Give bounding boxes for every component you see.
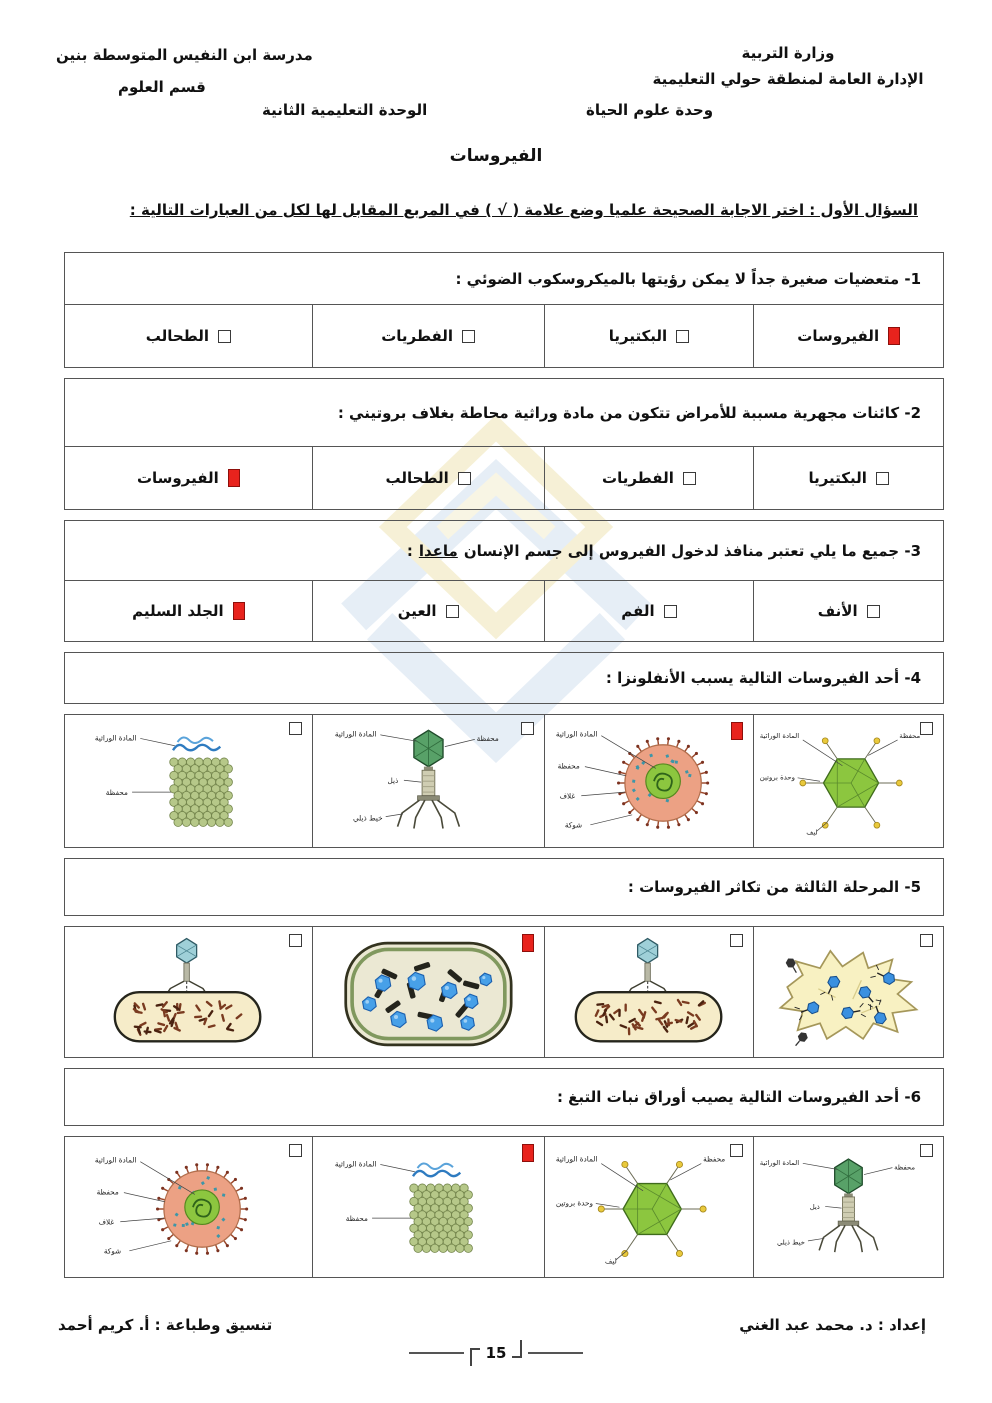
- option-label: الفم: [621, 602, 655, 620]
- tail-fiber-label: خيط ذيلي: [777, 1238, 806, 1247]
- capsid-label: محفظة: [899, 732, 921, 741]
- answer-checkbox[interactable]: [920, 1144, 933, 1157]
- answer-checkbox[interactable]: [730, 934, 743, 947]
- option-label: الطحالب: [385, 469, 449, 487]
- option-algae[interactable]: [312, 447, 544, 509]
- envelope-label: غلاف: [98, 1217, 115, 1227]
- phage-assembly-figure: [333, 934, 524, 1054]
- question-1-text: [65, 253, 943, 305]
- capsid-label: محفظة: [894, 1163, 916, 1172]
- protein-unit-label: وحدة بروتين: [759, 773, 796, 782]
- question-3-text: [65, 521, 943, 581]
- option-adenovirus[interactable]: [544, 1137, 754, 1277]
- option-assembly-stage[interactable]: [312, 927, 544, 1057]
- option-viruses[interactable]: [65, 447, 312, 509]
- option-label: الفطريات: [602, 469, 674, 487]
- option-label: الطحالب: [145, 327, 210, 345]
- genetic-material-label: المادة الوراثية: [555, 1154, 597, 1164]
- teaching-unit: الوحدة التعليمية الثانية: [262, 101, 428, 119]
- question-1-options: [65, 305, 943, 367]
- fiber-label: ليف: [806, 828, 818, 837]
- option-mouth[interactable]: [544, 581, 754, 641]
- question-text-underlined: ماعدا: [418, 541, 458, 560]
- option-label: العين: [397, 602, 437, 620]
- protein-unit-label: وحدة بروتين: [555, 1198, 593, 1208]
- question-text: 2- كائنات مجهرية مسببة للأمراض تتكون من مادة وراثية محاطة بغلاف بروتيني :: [337, 403, 921, 422]
- option-algae[interactable]: [65, 305, 312, 367]
- answer-checkbox[interactable]: [289, 1144, 302, 1157]
- question-3: [64, 520, 944, 642]
- lysis-release-figure: [758, 934, 939, 1054]
- option-bacteriophage[interactable]: [753, 1137, 943, 1277]
- question-text: 5- المرحلة الثالثة من تكاثر الفيروسات :: [627, 878, 921, 896]
- capsid-helix: [409, 1184, 472, 1253]
- genetic-material-label: المادة الوراثية: [334, 729, 377, 739]
- tmv-virus-figure: [93, 723, 284, 843]
- option-bacteria[interactable]: [544, 305, 754, 367]
- option-tmv-virus[interactable]: [65, 715, 312, 847]
- bacteriophage-figure: [758, 1149, 939, 1269]
- phage-attachment-figure: [554, 934, 745, 1054]
- answer-checkbox[interactable]: [522, 934, 534, 952]
- genetic-material-label: المادة الوراثية: [334, 1159, 377, 1169]
- bacteriophage-figure: [333, 723, 524, 843]
- page-number-bracket-right: [512, 1340, 522, 1358]
- genetic-material-label: المادة الوراثية: [94, 733, 137, 743]
- answer-checkbox[interactable]: [731, 722, 743, 740]
- adenovirus-figure: [554, 1149, 745, 1269]
- capsid-label: محفظة: [105, 787, 128, 797]
- answer-checkbox[interactable]: [289, 722, 302, 735]
- page-number: 15: [485, 1344, 507, 1362]
- genetic-material-label: المادة الوراثية: [555, 729, 597, 739]
- question-3-options: [65, 581, 943, 641]
- option-healthy-skin[interactable]: [65, 581, 312, 641]
- fiber-label: ليف: [604, 1256, 617, 1266]
- option-nose[interactable]: [753, 581, 943, 641]
- question-6-options: [64, 1136, 944, 1278]
- question-4: [64, 652, 944, 848]
- tmv-virus-figure: [333, 1149, 524, 1269]
- option-attachment-stage[interactable]: [544, 927, 754, 1057]
- option-influenza-virus[interactable]: [65, 1137, 312, 1277]
- question-2-options: [65, 447, 943, 509]
- school-name: مدرسة ابن النفيس المتوسطة بنين: [56, 46, 313, 64]
- page-title: الفيروسات: [449, 146, 543, 166]
- page-number-line-right: [528, 1352, 583, 1354]
- answer-checkbox[interactable]: [233, 602, 245, 620]
- question-4-options: [64, 714, 944, 848]
- option-attachment-stage-2[interactable]: [65, 927, 312, 1057]
- prepared-by: إعداد : د. محمد عبد الغني: [739, 1316, 926, 1334]
- genetic-material-label: المادة الوراثية: [94, 1155, 137, 1165]
- question-5-options: [64, 926, 944, 1058]
- answer-checkbox[interactable]: [462, 330, 475, 343]
- capsid-label: محفظة: [345, 1213, 368, 1223]
- answer-checkbox[interactable]: [664, 605, 677, 618]
- question-1: [64, 252, 944, 368]
- option-label: البكتيريا: [808, 469, 867, 487]
- tail-label: ذيل: [387, 776, 398, 785]
- capsid-label: محفظة: [476, 734, 499, 744]
- option-bacteria[interactable]: [753, 447, 943, 509]
- page-number-bracket-left: [470, 1348, 480, 1366]
- option-bacteriophage[interactable]: [312, 715, 544, 847]
- tail-fiber-label: خيط ذيلي: [352, 813, 383, 823]
- capsid-helix: [170, 758, 233, 827]
- envelope-label: غلاف: [558, 791, 575, 801]
- answer-checkbox[interactable]: [920, 934, 933, 947]
- answer-checkbox[interactable]: [676, 330, 689, 343]
- capsid-label: محفظة: [96, 1187, 119, 1197]
- answer-checkbox[interactable]: [867, 605, 880, 618]
- typesetting-credit: تنسيق وطباعة : أ. كريم أحمد: [58, 1316, 273, 1334]
- option-adenovirus[interactable]: [753, 715, 943, 847]
- question-6: [64, 1068, 944, 1278]
- capsid-label: محفظة: [702, 1154, 725, 1164]
- option-label: الفطريات: [381, 327, 454, 345]
- question-text: 4- أحد الفيروسات التالية يسبب الأنفلونزا :: [605, 669, 921, 687]
- option-fungi[interactable]: [544, 447, 754, 509]
- question-2-text: [65, 379, 943, 447]
- answer-checkbox[interactable]: [888, 327, 900, 345]
- question-4-text: [64, 652, 944, 704]
- answer-checkbox[interactable]: [458, 472, 471, 485]
- answer-checkbox[interactable]: [446, 605, 459, 618]
- genetic-material-label: المادة الوراثية: [759, 732, 800, 741]
- option-label: الفيروسات: [136, 469, 219, 487]
- question-6-text: [64, 1068, 944, 1126]
- question-text-tail: :: [406, 541, 413, 560]
- question-text: 1- متعضيات صغيرة جداً لا يمكن رؤيتها بالميكروسكوب الضوئي :: [455, 269, 921, 288]
- ministry-name: وزارة التربية: [741, 44, 835, 62]
- answer-checkbox[interactable]: [730, 1144, 743, 1157]
- answer-checkbox[interactable]: [228, 469, 240, 487]
- option-label: البكتيريا: [608, 327, 668, 345]
- questions-sheet: [64, 252, 944, 1288]
- option-label: الفيروسات: [797, 327, 880, 345]
- header-right-block: [628, 40, 948, 93]
- spike-label: شوكة: [564, 820, 582, 830]
- capsid-label: محفظة: [557, 761, 580, 771]
- option-tmv-virus[interactable]: [312, 1137, 544, 1277]
- option-eye[interactable]: [312, 581, 544, 641]
- answer-checkbox[interactable]: [920, 722, 933, 735]
- question-text: 6- أحد الفيروسات التالية يصيب أوراق نبات التبغ :: [556, 1088, 921, 1106]
- option-fungi[interactable]: [312, 305, 544, 367]
- page-number-line-left: [409, 1352, 464, 1354]
- option-influenza-virus[interactable]: [544, 715, 754, 847]
- question-2: [64, 378, 944, 510]
- adenovirus-figure: [758, 723, 939, 843]
- spike-label: شوكة: [103, 1246, 122, 1256]
- option-lysis-stage[interactable]: [753, 927, 943, 1057]
- influenza-virus-figure: [554, 723, 745, 843]
- question-5: [64, 858, 944, 1058]
- question-text: 3- جميع ما يلي تعتبر منافذ لدخول الفيروس إلى جسم الإنسان: [463, 541, 921, 560]
- genetic-material-label: المادة الوراثية: [759, 1159, 800, 1168]
- influenza-virus-figure: [93, 1149, 284, 1269]
- answer-checkbox[interactable]: [218, 330, 231, 343]
- option-viruses[interactable]: [753, 305, 943, 367]
- phage-attachment-figure: [93, 934, 284, 1054]
- option-label: الجلد السليم: [132, 602, 224, 620]
- answer-checkbox[interactable]: [683, 472, 696, 485]
- answer-checkbox[interactable]: [876, 472, 889, 485]
- question-5-text: [64, 858, 944, 916]
- department-name: قسم العلوم: [118, 78, 206, 96]
- option-label: الأنف: [817, 602, 858, 620]
- life-science-unit: وحدة علوم الحياة: [586, 101, 714, 119]
- tail-label: ذيل: [809, 1203, 821, 1211]
- district-name: الإدارة العامة لمنطقة حولي التعليمية: [652, 70, 924, 89]
- question-instruction: السؤال الأول : اختر الاجابة الصحيحة علميا وضع علامة ( √ ) في المربع المقابل لها لكل من العبارات التالية :: [129, 201, 918, 219]
- answer-checkbox[interactable]: [289, 934, 302, 947]
- answer-checkbox[interactable]: [522, 1144, 534, 1162]
- answer-checkbox[interactable]: [521, 722, 534, 735]
- page-number-decoration: [0, 1344, 992, 1362]
